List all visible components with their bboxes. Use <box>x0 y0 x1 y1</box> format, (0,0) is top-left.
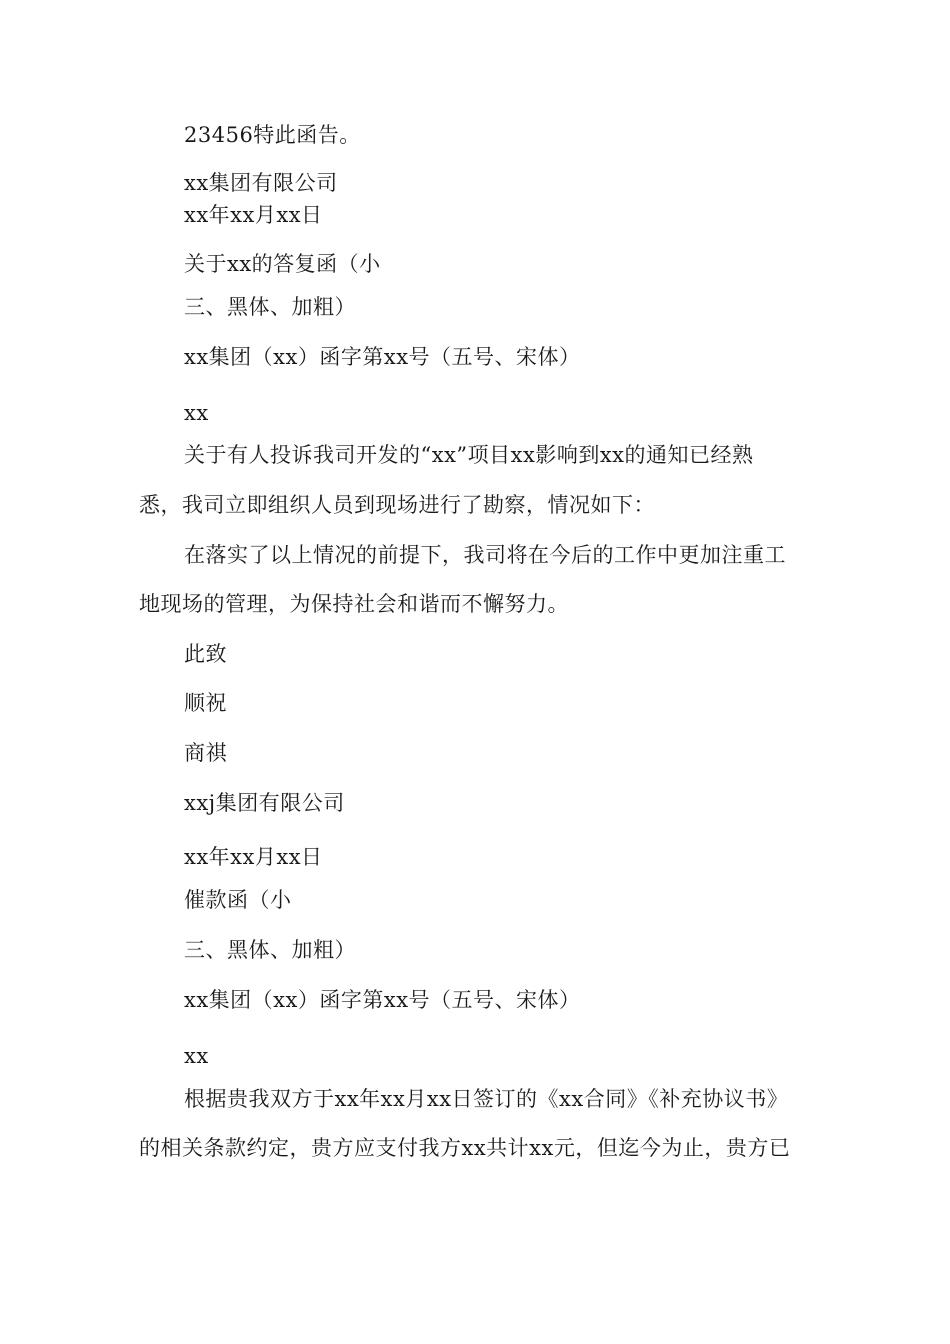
salutation-line: 此致 <box>184 642 227 666</box>
reply-letter-title-style: 三、黑体、加粗） <box>184 295 356 319</box>
company-signature: xx集团有限公司 <box>184 171 338 195</box>
collection-letter-title-style: 三、黑体、加粗） <box>184 938 356 962</box>
closing-notice: 23456特此函告。 <box>184 123 361 147</box>
collection-letter-recipient: xx <box>184 1044 209 1068</box>
date-line: xx年xx月xx日 <box>184 845 323 869</box>
salutation-line: 顺祝 <box>184 691 227 715</box>
date-line: xx年xx月xx日 <box>184 203 323 227</box>
reply-body-line: 悉，我司立即组织人员到现场进行了勘察，情况如下： <box>139 493 655 517</box>
reply-letter-title: 关于xx的答复函（小 <box>184 252 381 276</box>
reply-body-line: 关于有人投诉我司开发的“xx”项目xx影响到xx的通知已经熟 <box>184 443 754 467</box>
reply-letter-number: xx集团（xx）函字第xx号（五号、宋体） <box>184 345 581 369</box>
reply-letter-recipient: xx <box>184 401 209 425</box>
reply-body-line: 地现场的管理，为保持社会和谐而不懈努力。 <box>139 592 569 616</box>
reply-body-line: 在落实了以上情况的前提下，我司将在今后的工作中更加注重工 <box>184 543 786 567</box>
collection-body-line: 的相关条款约定，贵方应支付我方xx共计xx元，但迄今为止，贵方已 <box>139 1136 791 1160</box>
collection-body-line: 根据贵我双方于xx年xx月xx日签订的《xx合同》《补充协议书》 <box>184 1087 789 1111</box>
company-signature: xxj集团有限公司 <box>184 791 345 815</box>
salutation-line: 商祺 <box>184 741 227 765</box>
collection-letter-title: 催款函（小 <box>184 888 292 912</box>
collection-letter-number: xx集团（xx）函字第xx号（五号、宋体） <box>184 988 581 1012</box>
